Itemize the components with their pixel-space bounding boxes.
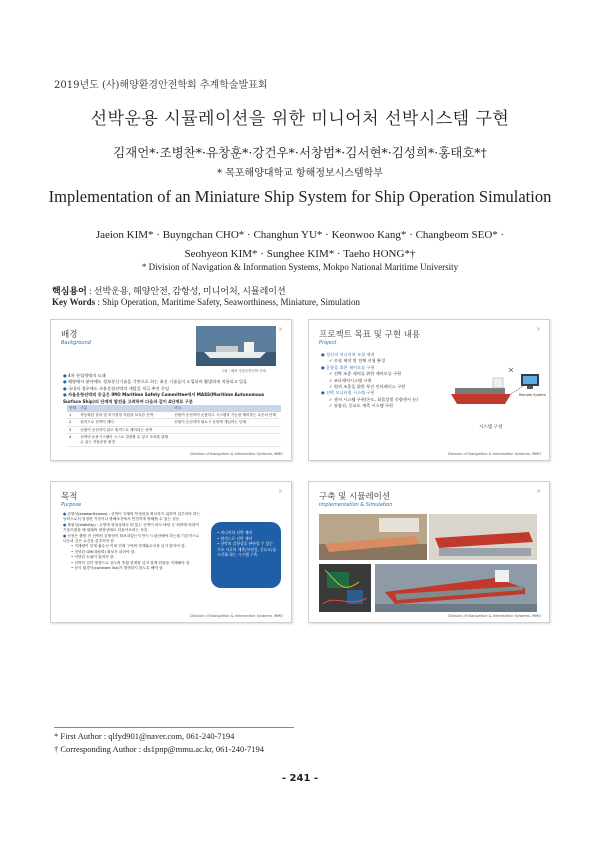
bullet: ● 자율운항선박의 등급은 IMO Maritime Safety Committee에서 MASS(Maritime Autonomous Surface Ship)의 단계적 발전을 고려하여 다음과 같이 4단계로 구분: [63, 392, 265, 404]
goal-callout: [211, 522, 281, 588]
bullet: ● 선박 모니터링 시스템 구현: [321, 390, 375, 396]
table-header: 단계: [67, 405, 78, 412]
callout-list: [217, 530, 277, 558]
table-row: 4 선박의 운용시스템이 스스로 결정할 수 있고 조치를 취할 수 있는 자율운항 환경: [67, 434, 281, 446]
callout-item: • 원격으로 선박 제어: [217, 535, 253, 541]
footnote-first-author: * First Author : qlfyd901@naver.com, 061-240-7194: [54, 731, 235, 741]
slide-title: 배경: [61, 330, 78, 340]
table-row: 3 선원이 승선하지 않고 원격으로 제어되는 선박: [67, 426, 281, 434]
bullet: ● 국내의 경우에도 자율운항선박의 개발을 적극 추진 중임: [63, 385, 170, 391]
conference-header: 2019년도 (사)해양환경안전학회 추계학술발표회: [54, 80, 268, 91]
slide-background: [50, 319, 292, 461]
slide-footer: Division of Navigation & Information Systems, MMU: [190, 452, 283, 456]
slide-title: 프로젝트 목표 및 구현 내용: [319, 330, 421, 340]
footnote-rule: [54, 727, 294, 728]
slide-footer: Division of Navigation & Information Systems, MMU: [448, 614, 541, 618]
authors-english-line2: Seohyeon KIM* · Sunghee KIM* · Taeho HONG*†: [184, 248, 416, 260]
autonomous-ship-photo: [196, 326, 276, 366]
slide-close-mark: ×: [277, 488, 283, 495]
slide-close-mark: ×: [535, 326, 541, 333]
slide-title: 목적: [61, 492, 78, 502]
keywords-english-text: : Ship Operation, Maritime Safety, Seaworthiness, Miniature, Simulation: [95, 297, 360, 307]
photo-ship-sailing: [375, 564, 537, 612]
sub-bullet: ✓ 센서 시스템 구현(온도, 화물창별 중량센서 등): [329, 396, 418, 402]
table-row: 2 원격으로 선박이 제어 선원이 승선하며 필요시 운항에 개입하는 단계: [67, 419, 281, 427]
table-row: 1 자동화된 절차 및 의사결정 지원을 보유한 선박 선원이 승선하여 운용하고 시스템과 기능을 제어하는 수준의 단계: [67, 412, 281, 419]
slide-bullets: [63, 373, 283, 405]
page-number: - 241 -: [281, 773, 319, 784]
photo-control-board: [319, 564, 371, 612]
bullet: ● 4차 산업혁명의 도래: [63, 373, 106, 378]
slide-subtitle: Implementation & Simulation: [319, 502, 393, 508]
slide-bullets: [63, 512, 203, 571]
photo-caption: 그림 : 해외 자율운항선박 사례: [221, 369, 266, 373]
slide-project: [308, 319, 550, 461]
title-korean: 선박운용 시뮬레이션을 위한 미니어처 선박시스템 구현: [90, 109, 510, 129]
slide-subtitle: Project: [319, 340, 337, 346]
keywords-english-label: Key Words: [52, 297, 96, 307]
authors-english-line1: Jaeion KIM* · Buyngchan CHO* · Changhun YU* · Keonwoo Kang* · Changbeom SEO* ·: [95, 229, 505, 241]
photo-red-hull: [429, 514, 537, 560]
slide-close-mark: ×: [277, 326, 283, 333]
diagram-caption: 시스템 구성: [479, 425, 503, 430]
callout-item: • 미니어처 선박 제작: [217, 530, 253, 535]
bullet: ● 해양에서 분야에도 정보통신기술을 기반으로 하는 최신 기술들이 도입되어 활발하게 적용되고 있음: [63, 379, 248, 385]
table-header: 비고: [172, 405, 281, 412]
affiliation-english: * Division of Navigation & Information Systems, Mokpo National Maritime University: [141, 262, 459, 272]
authors-english: [60, 226, 540, 264]
sub-bullet: • 적당한 트림이 있어야 함.: [71, 555, 115, 560]
slide-subtitle: Background: [61, 340, 91, 346]
slide-close-mark: ×: [535, 488, 541, 495]
affiliation-korean: * 목포해양대학교 항해정보시스템학부: [217, 168, 383, 179]
slide-footer: Division of Navigation & Information Systems, MMU: [190, 614, 283, 618]
table-header-row: [67, 405, 281, 412]
sub-bullet: • 적재량이 한계 흘수선 이내 현재 구역의 만재흘수선을 넘지 않아야 함.: [71, 544, 186, 549]
callout-item: • 선박의 감항성을 판단할 수 있는 기초 자료의 계측(복원성, 중요도)를 시각화 하는 시스템 구축: [217, 541, 277, 558]
bullet: ● 복원성(stability) : 수면에 평형상태로 떠 있는 선박이 파도·바람 등 외력에 의하여 기울어졌을 때 원래의 평형상태로 되돌아오려는 성질: [63, 522, 199, 533]
slide-subtitle: Purpose: [61, 502, 82, 508]
slide-title: 구축 및 시뮬레이션: [319, 492, 391, 502]
bullet: ● 운항을 위한 제어모듈 구현: [321, 364, 375, 370]
sub-bullet: ✓ 모형 제작 및 전체 선형 완성: [329, 358, 385, 364]
keywords-korean-text: : 선박운용, 해양안전, 감항성, 미니어처, 시뮬레이션: [86, 286, 286, 296]
keywords-korean: [52, 284, 286, 297]
table-header: 구분: [78, 405, 172, 412]
bullet: ● 선장은 출항 전 선박의 감항성이 확보되었는지 반드시 판단해야 하는데 기본적으로 다음과 같은 요건을 갖추어야 함: [63, 533, 200, 544]
ship-system-diagram: [449, 364, 545, 420]
slide-bullets: [321, 352, 451, 410]
keywords-korean-label: 핵심용어: [52, 286, 87, 296]
slide-implementation: [308, 481, 550, 623]
authors-korean: 김재언*·조병찬*·유창훈*·강건우*·서창범*·김서현*·김성희*·홍태호*†: [113, 145, 487, 160]
mass-level-table: [67, 405, 281, 447]
bullet: ● 성선의 미니어처 모형 제작: [321, 352, 375, 357]
monitor-label: Remote System: [519, 393, 546, 397]
sub-bullet: • 선박이 길이 방향으로 강도의 종횡 한계를 넘지 않게 화물을 적재해야 함.: [71, 560, 191, 565]
slide-footer: Division of Navigation & Information Systems, MMU: [448, 452, 541, 456]
sub-bullet: ✓ 조타제어시스템 구현: [329, 377, 372, 383]
slide-purpose: [50, 481, 292, 623]
sub-bullet: ✓ 선박 조종 제어를 위한 제어모듈 구현: [329, 371, 402, 377]
bullet: ● 감항성(seaworthiness) : 선박이 자체의 안정성을 확보하기 위하여 갖추어야 하는 능력으로서 일정한 기상이나 항해조건에서 안전하게 항해할 수 있는 성능: [63, 512, 201, 522]
footnote-corresponding-author: † Corresponding Author : ds1pnp@mmu.ac.kr, 061-240-7194: [54, 744, 265, 754]
keywords-english: [52, 297, 360, 307]
photo-hull-workshop: [319, 514, 427, 560]
sub-bullet: • 상시 횡경사(constant list)가 발생하지 않도록 해야 함.: [71, 566, 164, 571]
sub-bullet: ✓ 원격 조종을 위한 무선 인터페이스 구현: [329, 384, 406, 390]
title-english: Implementation of an Miniature Ship System for Ship Operation Simulation: [48, 187, 552, 206]
sub-bullet: • 적당한 GM(복원력) 확보가 되어야 함.: [71, 549, 136, 554]
sub-bullet: ✓ 통합선, 중요도 계측 시스템 구현: [329, 403, 394, 409]
